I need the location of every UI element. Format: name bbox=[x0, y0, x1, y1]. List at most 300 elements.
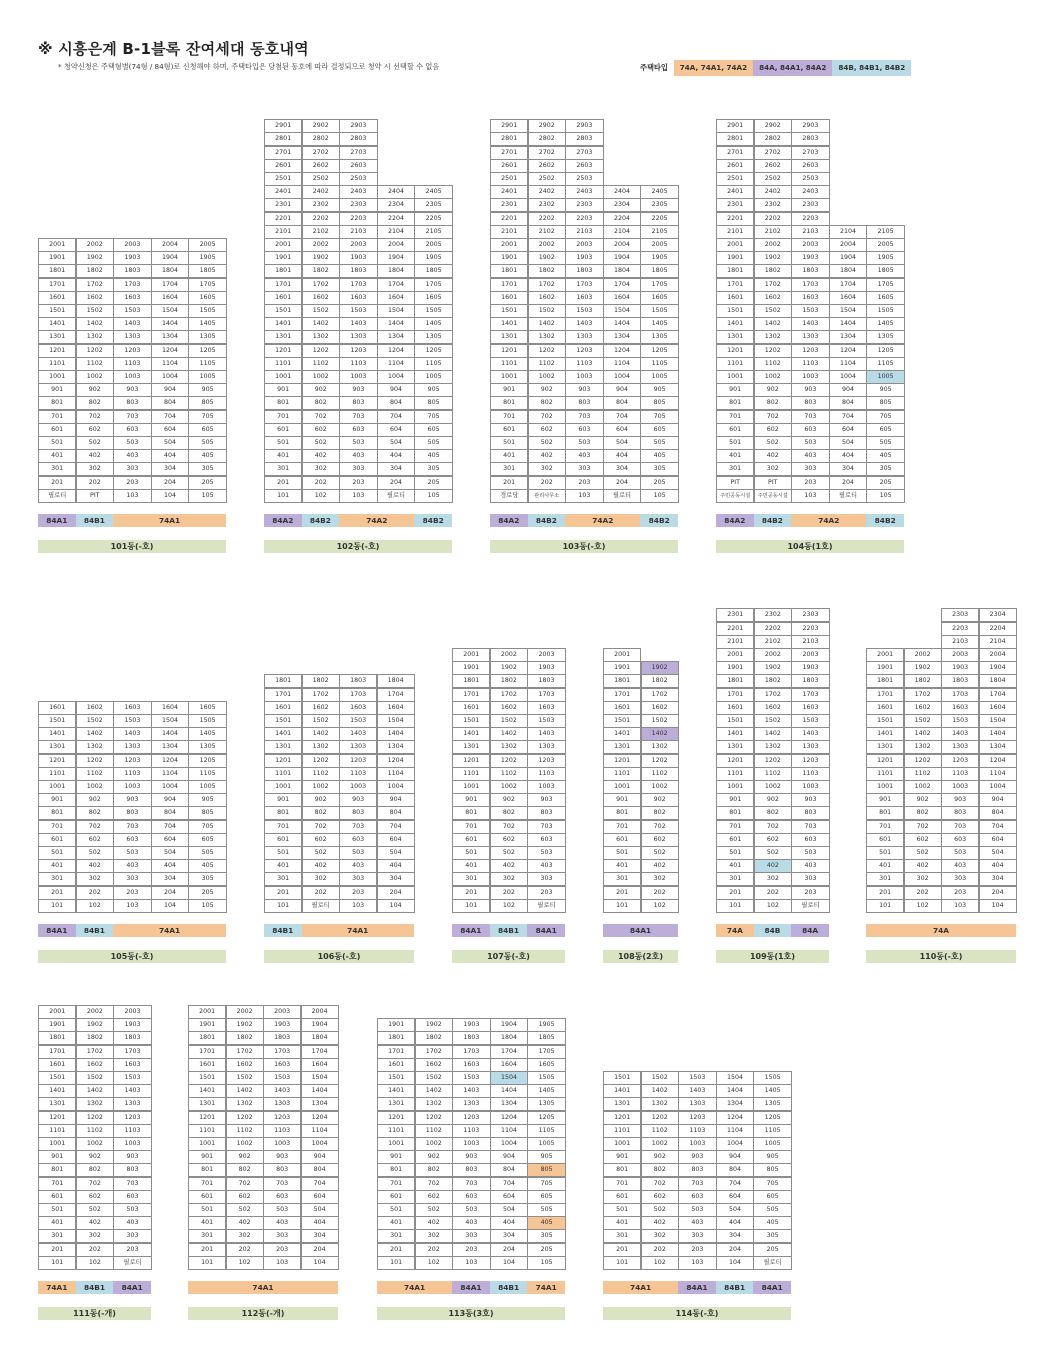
unit-cell: 702 bbox=[76, 410, 114, 424]
unit-cell: 302 bbox=[754, 872, 792, 886]
unit-cell: 2403 bbox=[565, 185, 603, 199]
unit-cell: 2701 bbox=[264, 146, 302, 160]
unit-cell: 1302 bbox=[490, 740, 528, 754]
unit-cell: 2601 bbox=[716, 159, 754, 173]
unit-cell: 2601 bbox=[264, 159, 302, 173]
unit-cell: 1001 bbox=[188, 1137, 226, 1151]
unit-cell: 2703 bbox=[339, 146, 377, 160]
unit-cell: 705 bbox=[866, 410, 904, 424]
unit-cell: 1104 bbox=[979, 767, 1017, 781]
unit-cell: 1702 bbox=[904, 688, 942, 702]
unit-cell: 1403 bbox=[339, 727, 377, 741]
unit-cell: 1603 bbox=[452, 1058, 490, 1072]
unit-cell: 2401 bbox=[716, 185, 754, 199]
unit-cell: 1405 bbox=[527, 1084, 565, 1098]
unit-cell: 803 bbox=[263, 1163, 301, 1177]
unit-cell: 1902 bbox=[490, 661, 528, 675]
unit-cell: 1604 bbox=[490, 1058, 528, 1072]
remaining-unit-cell: 402 bbox=[754, 859, 792, 873]
unit-cell: 1301 bbox=[264, 740, 302, 754]
unit-cell: 1404 bbox=[716, 1084, 754, 1098]
unit-cell: 2304 bbox=[603, 198, 641, 212]
unit-cell: 2002 bbox=[76, 1005, 114, 1019]
unit-cell: 503 bbox=[678, 1203, 716, 1217]
unit-cell: 1805 bbox=[527, 1031, 565, 1045]
unit-cell: 601 bbox=[264, 833, 302, 847]
unit-cell: 301 bbox=[264, 462, 302, 476]
unit-cell: 802 bbox=[302, 806, 340, 820]
unit-cell: 1101 bbox=[603, 767, 641, 781]
unit-cell: 1503 bbox=[791, 714, 829, 728]
unit-cell: 1203 bbox=[565, 344, 603, 358]
unit-cell: 705 bbox=[527, 1177, 565, 1191]
unit-cell: 1703 bbox=[941, 688, 979, 702]
unit-cell: 604 bbox=[377, 423, 415, 437]
unit-cell: 705 bbox=[188, 410, 226, 424]
unit-cell: 801 bbox=[38, 396, 76, 410]
unit-cell: 905 bbox=[527, 1150, 565, 1164]
unit-cell: 1601 bbox=[264, 291, 302, 305]
unit-cell: 1802 bbox=[76, 264, 114, 278]
unit-cell: 1203 bbox=[339, 344, 377, 358]
unit-cell: 1702 bbox=[754, 688, 792, 702]
unit-cell: 1003 bbox=[791, 370, 829, 384]
unit-cell: 1202 bbox=[415, 1111, 453, 1125]
unit-cell: 1202 bbox=[528, 344, 566, 358]
unit-cell: 1801 bbox=[377, 1031, 415, 1045]
unit-cell: 905 bbox=[414, 383, 452, 397]
unit-cell: 1704 bbox=[829, 278, 867, 292]
unit-cell: 1301 bbox=[38, 330, 76, 344]
unit-cell: 705 bbox=[640, 410, 678, 424]
unit-cell: 903 bbox=[113, 383, 151, 397]
unit-cell: 803 bbox=[941, 806, 979, 820]
unit-cell: 1705 bbox=[414, 278, 452, 292]
unit-cell: 1901 bbox=[264, 251, 302, 265]
type-band: 74A2 bbox=[565, 514, 640, 527]
unit-cell: 1403 bbox=[678, 1084, 716, 1098]
unit-cell: 601 bbox=[38, 833, 76, 847]
unit-cell: 305 bbox=[188, 462, 226, 476]
unit-cell: 1604 bbox=[151, 701, 189, 715]
unit-cell: 2301 bbox=[490, 198, 528, 212]
unit-cell: 1401 bbox=[490, 317, 528, 331]
building-label: 109동(1호) bbox=[716, 950, 829, 963]
unit-cell: 501 bbox=[716, 846, 754, 860]
unit-cell: 2203 bbox=[339, 212, 377, 226]
unit-cell: 305 bbox=[753, 1229, 791, 1243]
unit-cell: 901 bbox=[377, 1150, 415, 1164]
unit-cell: 1201 bbox=[377, 1111, 415, 1125]
remaining-unit-cell: 1902 bbox=[641, 661, 679, 675]
unit-cell: 1403 bbox=[452, 1084, 490, 1098]
unit-cell: 2002 bbox=[76, 238, 114, 252]
unit-cell: 1602 bbox=[76, 1058, 114, 1072]
unit-cell: 1001 bbox=[264, 780, 302, 794]
unit-cell: 2305 bbox=[640, 198, 678, 212]
unit-cell: 2105 bbox=[640, 225, 678, 239]
unit-cell: 1301 bbox=[377, 1097, 415, 1111]
unit-cell: 1405 bbox=[640, 317, 678, 331]
unit-cell: 503 bbox=[791, 846, 829, 860]
type-band: 84B1 bbox=[716, 1281, 754, 1294]
unit-cell: 904 bbox=[151, 793, 189, 807]
unit-cell: 1504 bbox=[979, 714, 1017, 728]
unit-cell: 301 bbox=[490, 462, 528, 476]
unit-cell: 2602 bbox=[754, 159, 792, 173]
unit-cell: 1302 bbox=[528, 330, 566, 344]
unit-cell: 1704 bbox=[603, 278, 641, 292]
unit-cell: 1705 bbox=[527, 1045, 565, 1059]
unit-cell: 401 bbox=[38, 449, 76, 463]
unit-cell: 1401 bbox=[38, 317, 76, 331]
unit-cell: 604 bbox=[151, 423, 189, 437]
unit-cell: 603 bbox=[791, 833, 829, 847]
unit-cell: 1502 bbox=[904, 714, 942, 728]
legend bbox=[640, 60, 911, 76]
unit-cell: 602 bbox=[76, 423, 114, 437]
unit-cell: 2004 bbox=[603, 238, 641, 252]
unit-cell: 1304 bbox=[716, 1097, 754, 1111]
unit-cell: 1902 bbox=[415, 1018, 453, 1032]
unit-cell: 1202 bbox=[641, 1111, 679, 1125]
unit-cell: 601 bbox=[377, 1190, 415, 1204]
unit-cell: 905 bbox=[640, 383, 678, 397]
unit-cell: 1101 bbox=[603, 1124, 641, 1138]
unit-cell: 1503 bbox=[678, 1071, 716, 1085]
unit-cell: 1401 bbox=[264, 727, 302, 741]
unit-cell: 804 bbox=[301, 1163, 339, 1177]
unit-cell: 1701 bbox=[490, 278, 528, 292]
unit-cell: 401 bbox=[377, 1216, 415, 1230]
unit-cell: 1503 bbox=[339, 304, 377, 318]
unit-cell: 203 bbox=[527, 886, 565, 900]
unit-cell: 1401 bbox=[38, 727, 76, 741]
unit-cell: 2102 bbox=[754, 225, 792, 239]
unit-cell: 2001 bbox=[716, 238, 754, 252]
unit-cell: 1603 bbox=[339, 701, 377, 715]
unit-cell: 1605 bbox=[414, 291, 452, 305]
unit-cell: 404 bbox=[151, 449, 189, 463]
unit-cell: 203 bbox=[791, 886, 829, 900]
unit-cell: 1501 bbox=[603, 1071, 641, 1085]
unit-cell: 401 bbox=[716, 449, 754, 463]
unit-cell: 2903 bbox=[339, 119, 377, 133]
unit-cell: 602 bbox=[415, 1190, 453, 1204]
unit-cell: 403 bbox=[113, 859, 151, 873]
unit-cell: 2602 bbox=[528, 159, 566, 173]
unit-cell: 803 bbox=[113, 1163, 151, 1177]
unit-cell: 402 bbox=[226, 1216, 264, 1230]
unit-cell: 1204 bbox=[716, 1111, 754, 1125]
unit-cell: 502 bbox=[528, 436, 566, 450]
unit-cell: 602 bbox=[76, 1190, 114, 1204]
unit-cell: 1001 bbox=[603, 1137, 641, 1151]
unit-cell: 1502 bbox=[76, 304, 114, 318]
unit-cell: 1004 bbox=[301, 1137, 339, 1151]
unit-cell: 105 bbox=[866, 489, 904, 503]
unit-cell: 702 bbox=[641, 820, 679, 834]
unit-cell: 203 bbox=[339, 886, 377, 900]
unit-cell: 704 bbox=[301, 1177, 339, 1191]
unit-cell: 2902 bbox=[754, 119, 792, 133]
unit-cell: 1501 bbox=[264, 714, 302, 728]
unit-cell: 502 bbox=[76, 1203, 114, 1217]
unit-cell: 1702 bbox=[641, 688, 679, 702]
unit-cell: 903 bbox=[339, 383, 377, 397]
unit-cell: 302 bbox=[302, 462, 340, 476]
unit-cell: 701 bbox=[603, 820, 641, 834]
unit-cell: 2503 bbox=[339, 172, 377, 186]
unit-cell: 1501 bbox=[377, 1071, 415, 1085]
unit-cell: 2003 bbox=[263, 1005, 301, 1019]
unit-cell: 1602 bbox=[415, 1058, 453, 1072]
unit-cell: 402 bbox=[302, 449, 340, 463]
unit-cell: 101 bbox=[866, 899, 904, 913]
unit-cell: 803 bbox=[791, 806, 829, 820]
unit-cell: 1201 bbox=[264, 344, 302, 358]
unit-cell: 504 bbox=[829, 436, 867, 450]
unit-cell: 1902 bbox=[226, 1018, 264, 1032]
unit-cell: 101 bbox=[188, 1256, 226, 1270]
unit-cell: 201 bbox=[264, 476, 302, 490]
unit-cell: 1402 bbox=[754, 317, 792, 331]
unit-cell: 1002 bbox=[76, 370, 114, 384]
unit-cell: 1904 bbox=[829, 251, 867, 265]
unit-cell: 1502 bbox=[641, 714, 679, 728]
unit-cell: 605 bbox=[188, 423, 226, 437]
unit-cell: 2404 bbox=[603, 185, 641, 199]
unit-cell: 2203 bbox=[791, 622, 829, 636]
unit-cell: 205 bbox=[414, 476, 452, 490]
unit-cell: 305 bbox=[640, 462, 678, 476]
type-band: 84B1 bbox=[264, 924, 302, 937]
unit-cell: 1201 bbox=[452, 754, 490, 768]
unit-cell: 관리사무소 bbox=[528, 489, 566, 503]
unit-cell: 1101 bbox=[188, 1124, 226, 1138]
unit-cell: 1801 bbox=[603, 674, 641, 688]
unit-cell: 204 bbox=[377, 476, 415, 490]
unit-cell: 602 bbox=[641, 1190, 679, 1204]
unit-cell: 1505 bbox=[188, 304, 226, 318]
unit-cell: 1604 bbox=[151, 291, 189, 305]
unit-cell: 1903 bbox=[941, 661, 979, 675]
unit-cell: 503 bbox=[565, 436, 603, 450]
unit-cell: 1105 bbox=[414, 357, 452, 371]
unit-cell: 1402 bbox=[490, 727, 528, 741]
unit-cell: 802 bbox=[641, 1163, 679, 1177]
unit-cell: 404 bbox=[603, 449, 641, 463]
unit-cell: 1205 bbox=[188, 754, 226, 768]
unit-cell: 903 bbox=[678, 1150, 716, 1164]
unit-cell: 1204 bbox=[301, 1111, 339, 1125]
unit-cell: 1105 bbox=[188, 767, 226, 781]
unit-cell: 203 bbox=[339, 476, 377, 490]
unit-cell: 1205 bbox=[527, 1111, 565, 1125]
unit-cell: 1102 bbox=[302, 767, 340, 781]
unit-cell: 903 bbox=[941, 793, 979, 807]
unit-cell: 1903 bbox=[263, 1018, 301, 1032]
unit-cell: 1802 bbox=[528, 264, 566, 278]
unit-cell: 901 bbox=[38, 383, 76, 397]
unit-cell: 1001 bbox=[716, 780, 754, 794]
unit-cell: 502 bbox=[641, 1203, 679, 1217]
unit-cell: 1505 bbox=[753, 1071, 791, 1085]
unit-cell: 903 bbox=[791, 793, 829, 807]
unit-cell: 1801 bbox=[38, 1031, 76, 1045]
unit-cell: 705 bbox=[414, 410, 452, 424]
unit-cell: 802 bbox=[415, 1163, 453, 1177]
building-label: 103동(-호) bbox=[490, 540, 678, 553]
unit-cell: 304 bbox=[979, 872, 1017, 886]
unit-cell: 1302 bbox=[76, 1097, 114, 1111]
unit-cell: 1202 bbox=[76, 754, 114, 768]
unit-cell: 702 bbox=[641, 1177, 679, 1191]
unit-cell: 2203 bbox=[941, 622, 979, 636]
unit-cell: 1604 bbox=[301, 1058, 339, 1072]
unit-cell: 1105 bbox=[527, 1124, 565, 1138]
unit-cell: 403 bbox=[791, 449, 829, 463]
unit-cell: 1605 bbox=[640, 291, 678, 305]
unit-cell: 1302 bbox=[302, 740, 340, 754]
unit-cell: 805 bbox=[640, 396, 678, 410]
unit-cell: 2303 bbox=[941, 608, 979, 622]
unit-cell: 405 bbox=[188, 859, 226, 873]
unit-cell: 1801 bbox=[264, 674, 302, 688]
unit-cell: 404 bbox=[716, 1216, 754, 1230]
unit-cell: 2201 bbox=[264, 212, 302, 226]
unit-cell: 404 bbox=[979, 859, 1017, 873]
unit-cell: 2501 bbox=[490, 172, 528, 186]
unit-cell: 703 bbox=[527, 820, 565, 834]
unit-cell: 103 bbox=[565, 489, 603, 503]
unit-cell: 103 bbox=[452, 1256, 490, 1270]
unit-cell: 2001 bbox=[866, 648, 904, 662]
unit-cell: 403 bbox=[527, 859, 565, 873]
unit-cell: 1201 bbox=[716, 754, 754, 768]
unit-cell: 1603 bbox=[263, 1058, 301, 1072]
unit-cell: 404 bbox=[490, 1216, 528, 1230]
unit-cell: 1505 bbox=[866, 304, 904, 318]
unit-cell: 605 bbox=[866, 423, 904, 437]
unit-cell: 2204 bbox=[979, 622, 1017, 636]
unit-cell: 902 bbox=[754, 383, 792, 397]
unit-cell: 1203 bbox=[113, 1111, 151, 1125]
unit-cell: 901 bbox=[264, 383, 302, 397]
unit-cell: 2802 bbox=[302, 132, 340, 146]
unit-cell: 304 bbox=[301, 1229, 339, 1243]
unit-cell: 801 bbox=[603, 806, 641, 820]
unit-cell: 2001 bbox=[452, 648, 490, 662]
unit-cell: 503 bbox=[263, 1203, 301, 1217]
unit-cell: 402 bbox=[904, 859, 942, 873]
unit-cell: 1702 bbox=[490, 688, 528, 702]
unit-cell: 1605 bbox=[188, 701, 226, 715]
unit-cell: 405 bbox=[640, 449, 678, 463]
unit-cell: 101 bbox=[264, 899, 302, 913]
unit-cell: 1805 bbox=[866, 264, 904, 278]
unit-cell: 704 bbox=[377, 820, 415, 834]
unit-cell: PIT bbox=[716, 476, 754, 490]
unit-cell: 1203 bbox=[452, 1111, 490, 1125]
unit-cell: 1001 bbox=[264, 370, 302, 384]
unit-cell: 802 bbox=[76, 1163, 114, 1177]
unit-cell: 904 bbox=[377, 383, 415, 397]
unit-cell: 405 bbox=[414, 449, 452, 463]
unit-cell: 803 bbox=[339, 806, 377, 820]
unit-cell: 401 bbox=[38, 859, 76, 873]
unit-cell: 102 bbox=[641, 1256, 679, 1270]
unit-cell: 505 bbox=[414, 436, 452, 450]
unit-cell: 1502 bbox=[754, 304, 792, 318]
unit-cell: 1003 bbox=[527, 780, 565, 794]
unit-cell: 1301 bbox=[188, 1097, 226, 1111]
unit-cell: 701 bbox=[716, 410, 754, 424]
unit-cell: 702 bbox=[754, 820, 792, 834]
unit-cell: 602 bbox=[754, 423, 792, 437]
unit-cell: 902 bbox=[528, 383, 566, 397]
unit-cell: 801 bbox=[716, 806, 754, 820]
unit-cell: 2003 bbox=[113, 1005, 151, 1019]
unit-cell: 1304 bbox=[829, 330, 867, 344]
unit-cell: 504 bbox=[151, 846, 189, 860]
unit-cell: 1101 bbox=[377, 1124, 415, 1138]
unit-cell: 1203 bbox=[113, 754, 151, 768]
unit-cell: 904 bbox=[979, 793, 1017, 807]
unit-cell: 1201 bbox=[490, 344, 528, 358]
unit-cell: 802 bbox=[641, 806, 679, 820]
unit-cell: 2102 bbox=[302, 225, 340, 239]
unit-cell: 1804 bbox=[829, 264, 867, 278]
unit-cell: 805 bbox=[866, 396, 904, 410]
unit-cell: 903 bbox=[113, 1150, 151, 1164]
unit-cell: 305 bbox=[527, 1229, 565, 1243]
unit-cell: 1304 bbox=[377, 330, 415, 344]
unit-cell: 1502 bbox=[641, 1071, 679, 1085]
unit-cell: 2802 bbox=[528, 132, 566, 146]
unit-cell: 102 bbox=[754, 899, 792, 913]
unit-cell: 1901 bbox=[716, 251, 754, 265]
unit-cell: 2003 bbox=[113, 238, 151, 252]
unit-cell: 2004 bbox=[151, 238, 189, 252]
unit-cell: 601 bbox=[38, 1190, 76, 1204]
unit-cell: 802 bbox=[76, 396, 114, 410]
unit-cell: 1303 bbox=[113, 330, 151, 344]
unit-cell: 2202 bbox=[528, 212, 566, 226]
unit-cell: 1602 bbox=[76, 701, 114, 715]
unit-cell: 1202 bbox=[754, 344, 792, 358]
type-band: 74A bbox=[866, 924, 1016, 937]
unit-cell: 1401 bbox=[603, 1084, 641, 1098]
unit-cell: 2703 bbox=[791, 146, 829, 160]
unit-cell: 2002 bbox=[226, 1005, 264, 1019]
unit-cell: 801 bbox=[452, 806, 490, 820]
unit-cell: 303 bbox=[565, 462, 603, 476]
unit-cell: 1302 bbox=[641, 1097, 679, 1111]
unit-cell: 704 bbox=[716, 1177, 754, 1191]
unit-cell: 1305 bbox=[414, 330, 452, 344]
unit-cell: 1302 bbox=[226, 1097, 264, 1111]
unit-cell: 1102 bbox=[490, 767, 528, 781]
unit-cell: 2101 bbox=[490, 225, 528, 239]
type-band: 84A2 bbox=[490, 514, 528, 527]
unit-cell: 2001 bbox=[603, 648, 641, 662]
unit-cell: 1802 bbox=[226, 1031, 264, 1045]
unit-cell: 2303 bbox=[791, 608, 829, 622]
unit-cell: 1402 bbox=[226, 1084, 264, 1098]
unit-cell: 502 bbox=[302, 436, 340, 450]
unit-cell: 1403 bbox=[941, 727, 979, 741]
